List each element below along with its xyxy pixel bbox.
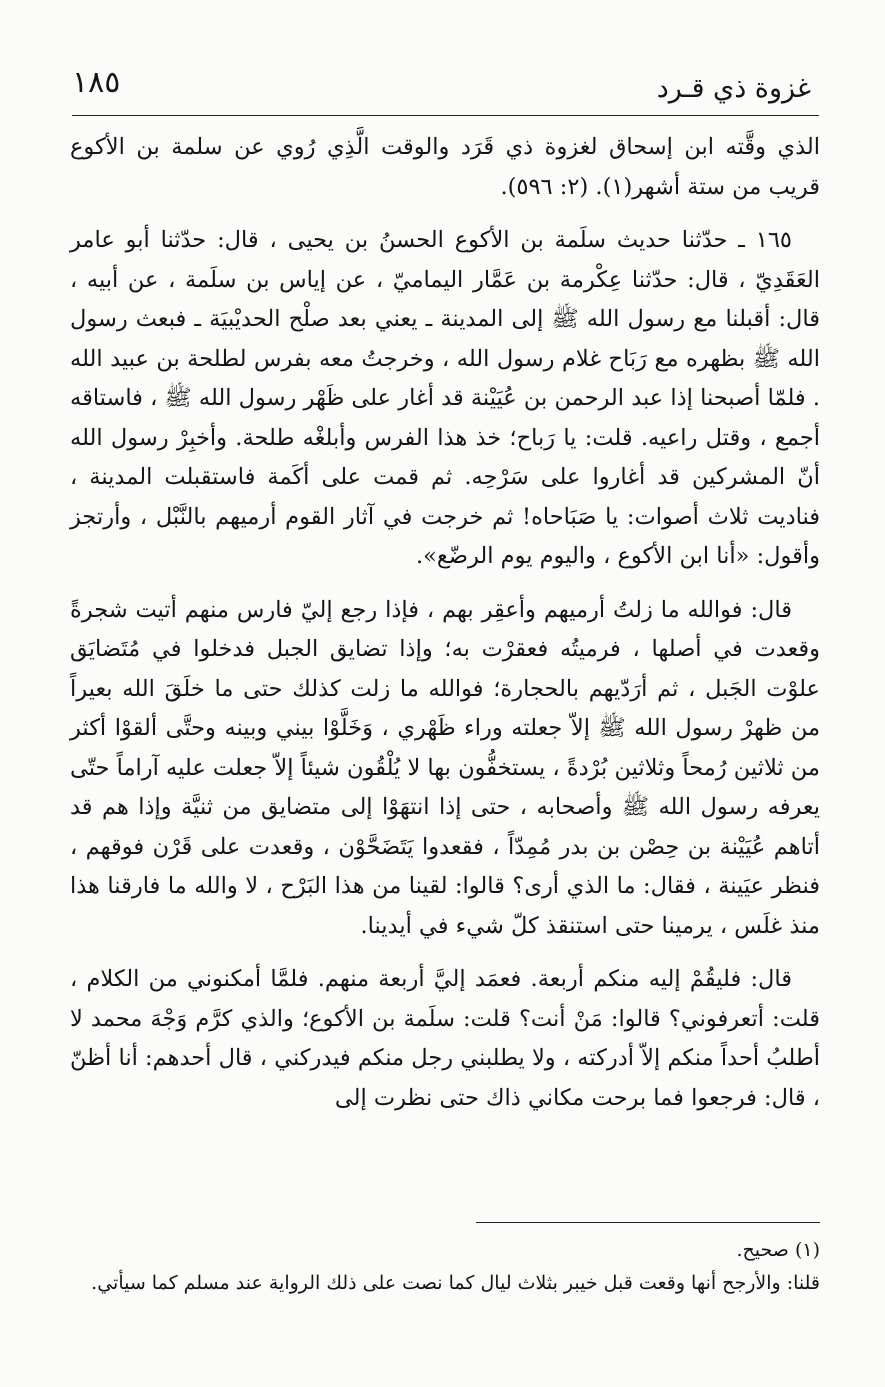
footnotes xyxy=(70,1234,820,1300)
footnote-1-text: صحيح. xyxy=(736,1239,789,1261)
footnote-1-note: قلنا: والأرجح أنها وقعت قبل خيبر بثلاث ليال كما نصت على ذلك الرواية عند مسلم كما سيأتي. xyxy=(91,1272,820,1294)
paragraph-165: ١٦٥ ـ حدّثنا حديث سلَمة بن الأكوع الحسنُ بن يحيى ، قال: حدّثنا أبو عامر العَقَدِيّ ، قال: حدّثنا عِكْرمة بن عَمَّار اليماميّ ، عن إياس بن سلَمة ، عن أبيه ، قال: أقبلنا مع رسول الله ﷺ إلى المدينة ـ يعني بعد صلْح الحديْبيَة ـ فبعث رسول الله ﷺ بظهره مع رَبَاح غلام رسول الله ، وخرجتُ معه بفرس لطلحة بن عبيد الله . فلمّا أصبحنا إذا عبد الرحمن بن عُيَيْنة قد أغار على ظَهْر رسول الله ﷺ ، فاستاقه أجمع ، وقتل راعيه. قلت: يا رَباح؛ خذ هذا الفرس وأبلغْه طلحة. وأخبِرْ رسول الله أنّ المشركين قد أغاروا على سَرْحِه. ثم قمت على أكَمة فاستقبلت المدينة ، فناديت ثلاث أصوات: يا صَبَاحاه! ثم خرجت في آثار القوم أرميهم بالنَّبْل ، وأرتجز وأقول: «أنا ابن الأكوع ، واليوم يوم الرضّع». xyxy=(70,227,820,569)
running-title: غزوة ذي قـرد xyxy=(656,73,811,104)
page-number: ١٨٥ xyxy=(72,65,121,100)
footnote-1-marker: (١) xyxy=(794,1239,820,1261)
paragraph-4: قال: فليقُمْ إليه منكم أربعة. فعمَد إليَّ أربعة منهم. فلمَّا أمكنوني من الكلام ، قلت: أتعرفوني؟ قالوا: مَنْ أنت؟ قلت: سلَمة بن الأكوع؛ والذي كرَّم وَجْهَ محمد لا أطلبُ أحداً منكم إلاّ أدركته ، ولا يطلبني رجل منكم فيدركني ، قال أحدهم: أنا أظنّ ، قال: فرجعوا فما برحت مكاني ذاك حتى نظرت إلى xyxy=(70,966,820,1111)
paragraph-1: الذي وقَّته ابن إسحاق لغزوة ذي قَرَد والوقت الَّذِي رُوي عن سلمة بن الأكوع قريب من ستة أشهر(١). (٢: ٥٩٦). xyxy=(70,134,820,200)
paragraph-3: قال: فوالله ما زلتُ أرميهم وأعقِر بهم ، فإذا رجع إليّ فارس منهم أتيت شجرةً وقعدت في أصلها ، فرميتُه فعقرْت به؛ وإذا تضايق الجبل فدخلوا في مُتَضايَق علوْت الجَبل ، ثم أرَدّيهم بالحجارة؛ فوالله ما زلت كذلك حتى ما خلَقَ الله بعيراً من ظهرْ رسول الله ﷺ إلاّ جعلته وراء ظَهْري ، وَخَلَّوْا بيني وبينه وحتَّى ألقوْا أكثر من ثلاثين رُمحاً وثلاثين بُرْدةً ، يستخفُّون بها لا يُلْقُون شيئاً إلاّ جعلت عليه آراماً حتّى يعرفه رسول الله ﷺ وأصحابه ، حتى إذا انتهَوْا إلى متضايق من ثنيَّة وإذا هم قد أتاهم عُيَيْنة بن حِصْن بن بدر مُمِدّاً ، فقعدوا يَتَضَحَّوْن ، وقعدت على قَرْن فوقهم ، فنظر عيَينة ، فقال: ما الذي أرى؟ قالوا: لقينا من هذا البَرْح ، لا والله ما فارقنا هذا منذ غلَس ، يرمينا حتى استنقذ كلّ شيء في أيدينا. xyxy=(70,596,820,939)
footnote-1 xyxy=(70,1234,820,1267)
header-rule xyxy=(72,115,819,116)
footnote-rule xyxy=(476,1222,820,1223)
main-text xyxy=(70,128,820,1118)
